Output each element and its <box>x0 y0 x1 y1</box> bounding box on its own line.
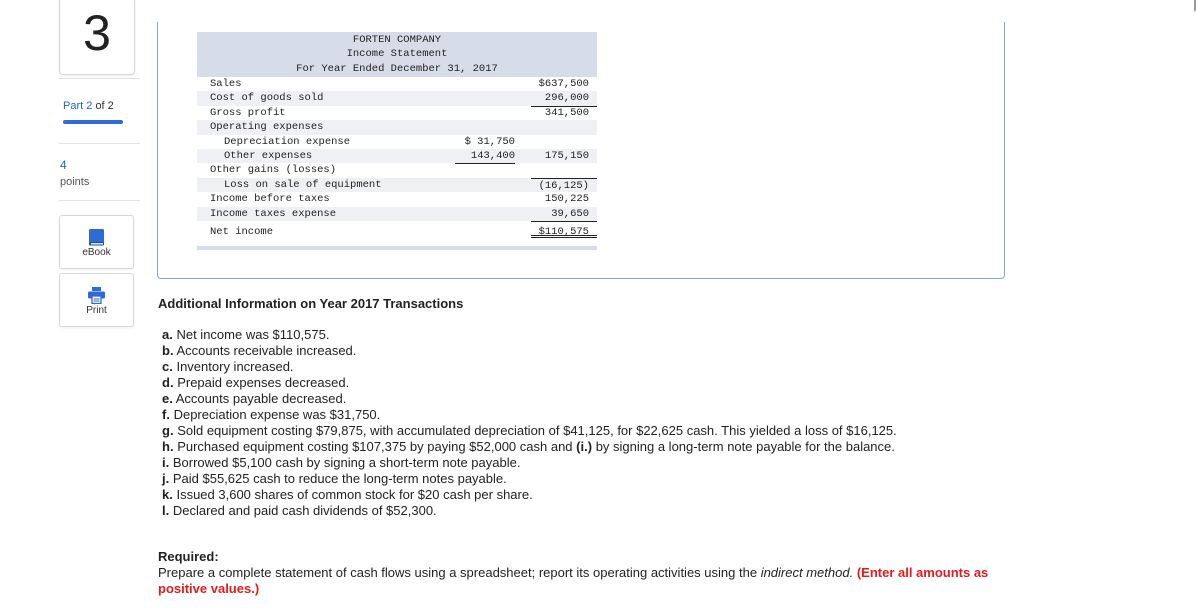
statement-row <box>197 120 597 134</box>
additional-info-heading: Additional Information on Year 2017 Transactions <box>158 296 464 311</box>
item-letter: d. <box>162 375 174 390</box>
row-amount-outer: 39,650 <box>531 207 597 222</box>
row-label: Loss on sale of equipment <box>224 178 382 191</box>
company-name: FORTEN COMPANY <box>352 34 442 46</box>
row-amount-outer: 150,225 <box>544 193 589 206</box>
rail-divider <box>59 78 140 79</box>
statement-footer-bar <box>197 246 597 250</box>
ebook-label: eBook <box>82 247 111 258</box>
required-instructions <box>158 565 1018 597</box>
statement-row <box>197 192 597 206</box>
item-letter: i. <box>162 455 170 470</box>
item-text: Declared and paid cash dividends of $52,300. <box>172 503 437 518</box>
print-label: Print <box>86 305 107 316</box>
required-text: Prepare a complete statement of cash flows using a spreadsheet; report its operating activities using the <box>158 565 758 580</box>
item-text: Issued 3,600 shares of common stock for $20 cash per share. <box>176 487 533 502</box>
additional-info-item <box>162 487 897 503</box>
income-statement <box>197 32 597 250</box>
required-method: indirect method. <box>760 565 854 580</box>
print-button[interactable] <box>59 273 134 327</box>
row-amount-outer: 296,000 <box>531 91 597 106</box>
item-text: Paid $55,625 cash to reduce the long-term notes payable. <box>172 471 507 486</box>
ebook-button[interactable] <box>59 215 134 269</box>
item-text-after: by signing a long-term note payable for the balance. <box>595 439 895 454</box>
statement-period: For Year Ended December 31, 2017 <box>296 62 498 75</box>
statement-row <box>197 225 597 239</box>
additional-info-list <box>162 327 897 519</box>
item-letter: j. <box>162 471 170 486</box>
row-label: Other gains (losses) <box>210 164 337 177</box>
item-text: Net income was $110,575. <box>176 327 330 342</box>
row-label: Cost of goods sold <box>210 92 324 105</box>
row-label: Income taxes expense <box>210 207 337 220</box>
item-text: Inventory increased. <box>176 359 294 374</box>
statement-header <box>197 32 597 77</box>
part-progress-bar <box>63 120 123 124</box>
row-amount-outer: $110,575 <box>531 225 597 238</box>
additional-info-item <box>162 471 897 487</box>
row-label: Gross profit <box>210 106 286 119</box>
item-letter: l. <box>162 503 170 518</box>
additional-info-item <box>162 455 897 471</box>
additional-info-item <box>162 407 897 423</box>
question-number-box <box>59 0 135 75</box>
statement-row <box>197 207 597 221</box>
required-heading: Required: <box>158 549 219 564</box>
row-amount-outer: 175,150 <box>544 149 589 162</box>
item-text: Accounts payable decreased. <box>175 391 347 406</box>
row-amount-outer: $637,500 <box>538 78 589 90</box>
additional-info-item <box>162 391 897 407</box>
additional-info-item <box>162 503 897 519</box>
item-letter: c. <box>162 359 173 374</box>
item-letter: h. <box>162 439 174 454</box>
part-current: 2 <box>86 100 93 112</box>
part-indicator <box>63 100 114 112</box>
rail-divider <box>59 200 140 201</box>
item-text: Borrowed $5,100 cash by signing a short-term note payable. <box>172 455 521 470</box>
rail-divider <box>59 143 140 144</box>
additional-info-item <box>162 327 897 343</box>
item-letter: f. <box>162 407 170 422</box>
row-label: Depreciation expense <box>224 135 351 148</box>
item-letter: k. <box>162 487 173 502</box>
row-label: Income before taxes <box>210 193 330 206</box>
item-text: Accounts receivable increased. <box>176 343 357 358</box>
item-text: Sold equipment costing $79,875, with accumulated depreciation of $41,125, for $22,625 cash. This yielded a loss of $16,125. <box>177 423 897 438</box>
question-rail <box>0 0 140 609</box>
item-text: Prepaid expenses decreased. <box>177 375 350 390</box>
row-label: Net income <box>210 225 274 238</box>
item-letter: g. <box>162 423 174 438</box>
statement-row <box>197 149 597 163</box>
part-label: Part <box>63 100 84 112</box>
additional-info-item <box>162 375 897 391</box>
row-amount-outer: 341,500 <box>544 106 589 119</box>
statement-row <box>197 178 597 192</box>
question-number: 3 <box>83 5 111 61</box>
row-amount-inner: 143,400 <box>455 149 515 164</box>
item-ref-marker: (i.) <box>576 439 593 454</box>
row-amount-outer: (16,125) <box>531 178 597 193</box>
additional-info-item <box>162 439 897 455</box>
item-letter: a. <box>162 327 173 342</box>
part-of: of 2 <box>95 100 114 112</box>
item-text: Purchased equipment costing $107,375 by paying $52,000 cash and <box>177 439 573 454</box>
printer-icon <box>88 287 105 304</box>
required-note: (Enter all amounts as positive values.) <box>158 565 989 596</box>
item-letter: e. <box>162 391 173 406</box>
item-text: Depreciation expense was $31,750. <box>173 407 381 422</box>
book-icon <box>88 229 105 246</box>
row-label: Other expenses <box>224 149 313 162</box>
statement-row <box>197 91 597 105</box>
additional-info-item <box>162 359 897 375</box>
statement-row <box>197 163 597 177</box>
row-label: Sales <box>210 78 242 90</box>
statement-row <box>197 77 597 91</box>
row-label: Operating expenses <box>210 121 324 134</box>
statement-rows <box>197 77 597 239</box>
statement-row <box>197 135 597 149</box>
item-letter: b. <box>162 343 174 358</box>
row-amount-inner: $ 31,750 <box>464 135 515 148</box>
points-value: 4 <box>60 158 67 172</box>
additional-info-item <box>162 343 897 359</box>
statement-title: Income Statement <box>346 48 448 61</box>
points-label: points <box>60 176 90 188</box>
additional-info-item <box>162 423 897 439</box>
statement-row <box>197 106 597 120</box>
